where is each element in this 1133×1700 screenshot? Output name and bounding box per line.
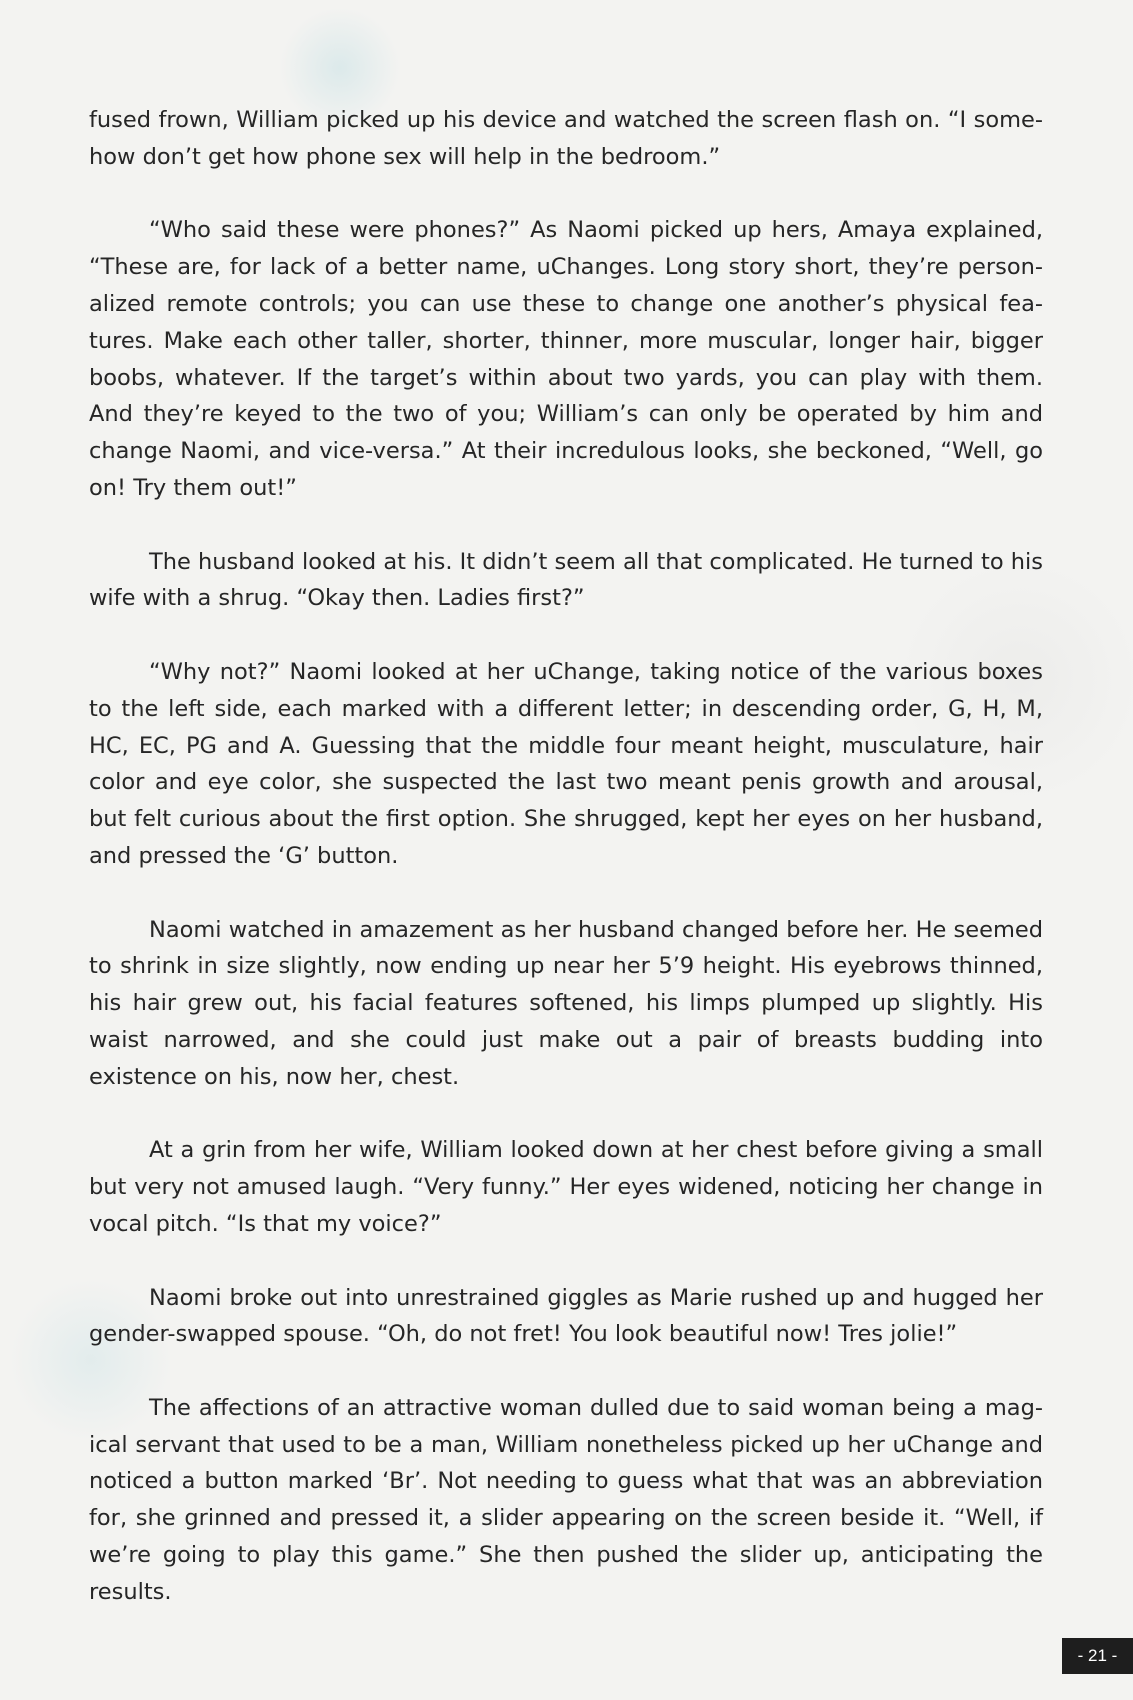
paragraph: Naomi broke out into unrestrained giggles as Marie rushed up and hugged her gender-swapped spouse. “Oh, do not fret! You look beautiful now! Tres jolie!” [89,1284,1043,1348]
body-text [89,102,1043,1647]
paragraph: Naomi watched in amazement as her husband changed before her. He seemed to shrink in size slightly, now ending up near her 5’9 height. His eyebrows thinned, his hair grew out, his facial features softened, his limps plumped up slightly. His waist narrowed, and she could just make out a pair of breasts budding into existence on his, now her, chest. [89,916,1043,1090]
page-number: - 21 - [1062,1638,1133,1674]
paragraph: “Why not?” Naomi looked at her uChange, taking notice of the various boxes to the left side, each marked with a different letter; in descending order, G, H, M, HC, EC, PG and A. Guessing that the middle four meant height, musculature, hair color and eye color, she suspected the last two meant penis growth and arousal, but felt curious about the first option. She shrugged, kept her eyes on her husband, and pressed the ‘G’ button. [89,658,1043,869]
paragraph: The affections of an attractive woman dulled due to said woman being a magical servant that used to be a man, William nonetheless picked up her uChange and noticed a button marked ‘Br’. Not needing to guess what that was an abbreviation for, she grinned and pressed it, a slider appearing on the screen beside it. “Well, if we’re going to play this game.” She then pushed the slider up, anticipating the results. [89,1394,1043,1605]
paragraph: At a grin from her wife, William looked down at her chest before giving a small but very not amused laugh. “Very funny.” Her eyes widened, noticing her change in vocal pitch. “Is that my voice?” [89,1137,1043,1237]
paragraph: “Who said these were phones?” As Naomi picked up hers, Amaya explained, “These are, for lack of a better name, uChanges. Long story short, they’re personalized remote controls; you can use these to change one another’s physical features. Make each other taller, shorter, thinner, more muscular, longer hair, bigger boobs, whatever. If the target’s within about two yards, you can play with them. And they’re keyed to the two of you; William’s can only be operated by him and change Naomi, and vice-versa.” At their incredulous looks, she beckoned, “Well, go on! Try them out!” [89,217,1043,501]
paragraph: fused frown, William picked up his device and watched the screen flash on. “I somehow don’t get how phone sex will help in the bedroom.” [89,107,1043,170]
paragraph: The husband looked at his. It didn’t seem all that complicated. He turned to his wife with a shrug. “Okay then. Ladies first?” [89,548,1043,612]
